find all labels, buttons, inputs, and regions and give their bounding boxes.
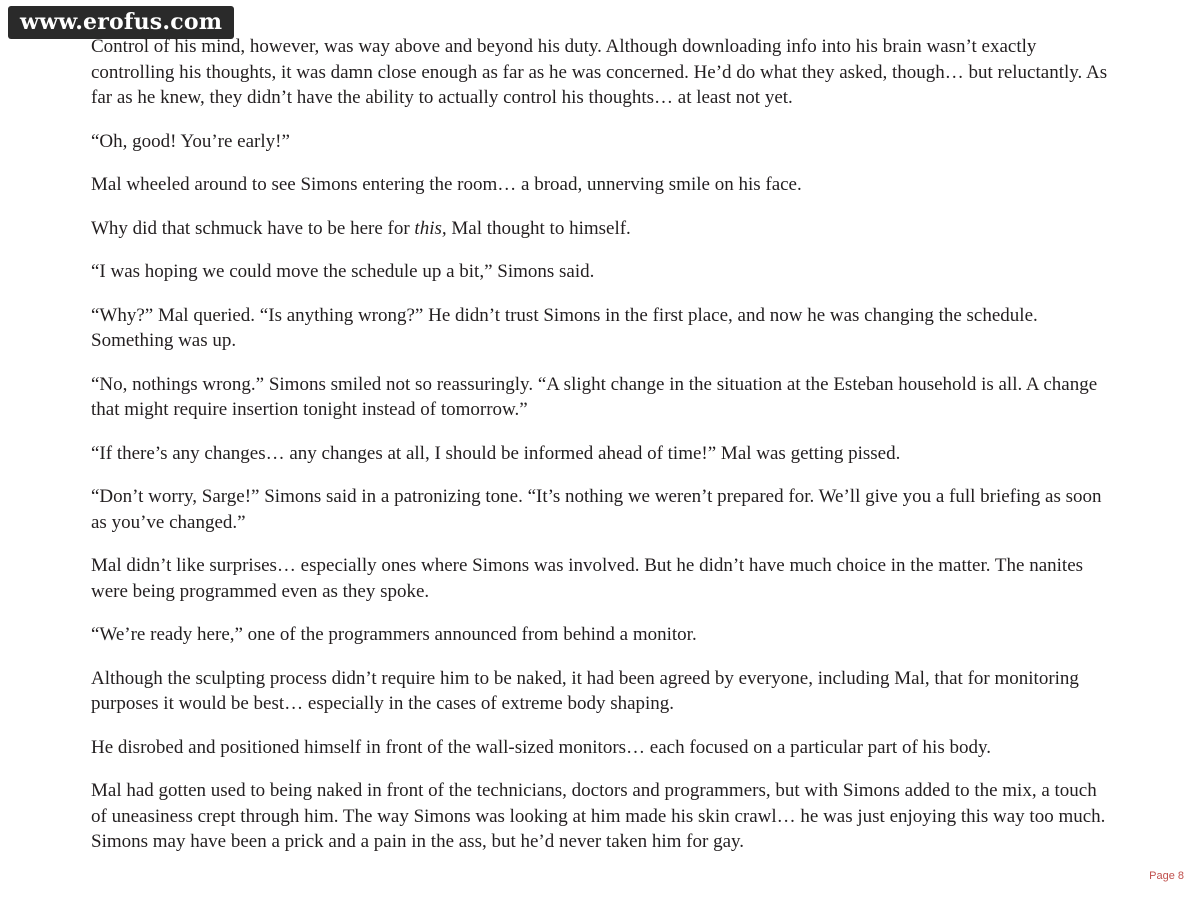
paragraph-9: “Don’t worry, Sarge!” Simons said in a patronizing tone. “It’s nothing we weren’t prepared for. We’ll give you a full briefing as soon as you’ve changed.”	[91, 486, 1102, 533]
document-body	[91, 34, 1111, 873]
paragraph-2: “Oh, good! You’re early!”	[91, 130, 290, 152]
paragraph-5: “I was hoping we could move the schedule up a bit,” Simons said.	[91, 261, 595, 282]
paragraph-10: Mal didn’t like surprises… especially ones where Simons was involved. But he didn’t have much choice in the matter. The nanites were being programmed even as they spoke.	[91, 555, 1084, 602]
paragraph-4-end: Mal thought to himself.	[446, 217, 631, 239]
paragraph-3: Mal wheeled around to see Simons entering the room… a broad, unnerving smile on his face.	[91, 174, 802, 195]
paragraph-4-start: Why did that schmuck have to be here for	[91, 217, 415, 239]
paragraph-12: Although the sculpting process didn’t require him to be naked, it had been agreed by everyone, including Mal, that for monitoring purposes it would be best… especially in the cases of extreme body shaping.	[91, 667, 1079, 714]
paragraph-4	[91, 216, 1111, 242]
paragraph-13: He disrobed and positioned himself in front of the wall-sized monitors… each focused on a particular part of his body.	[91, 736, 991, 758]
paragraph-8: “If there’s any changes… any changes at all, I should be informed ahead of time!” Mal was getting pissed.	[91, 442, 901, 464]
page-number: Page 8	[1149, 870, 1184, 882]
paragraph-7: “No, nothings wrong.” Simons smiled not so reassuringly. “A slight change in the situation at the Esteban household is all. A change that might require insertion tonight instead of tomorrow.”	[91, 373, 1098, 420]
paragraph-6: “Why?” Mal queried. “Is anything wrong?” He didn’t trust Simons in the first place, and now he was changing the schedule. Something was up.	[91, 304, 1038, 351]
paragraph-1: Control of his mind, however, was way above and beyond his duty. Although downloading info into his brain wasn’t exactly controlling his thoughts, it was damn close enough as far as he was concerned. He’d do what they asked, though… but reluctantly. As far as he knew, they didn’t have the ability to actually control his thoughts… at least not yet.	[91, 36, 1108, 108]
site-watermark: www.erofus.com	[8, 6, 234, 39]
paragraph-14: Mal had gotten used to being naked in front of the technicians, doctors and programmers, but with Simons added to the mix, a touch of uneasiness crept through him. The way Simons was looking at him made his skin crawl… he was just enjoying this way too much. Simons may have been a prick and a pain in the ass, but he’d never taken him for gay.	[91, 780, 1106, 852]
paragraph-11: “We’re ready here,” one of the programmers announced from behind a monitor.	[91, 624, 697, 645]
paragraph-4-emphasis: this,	[414, 217, 447, 239]
